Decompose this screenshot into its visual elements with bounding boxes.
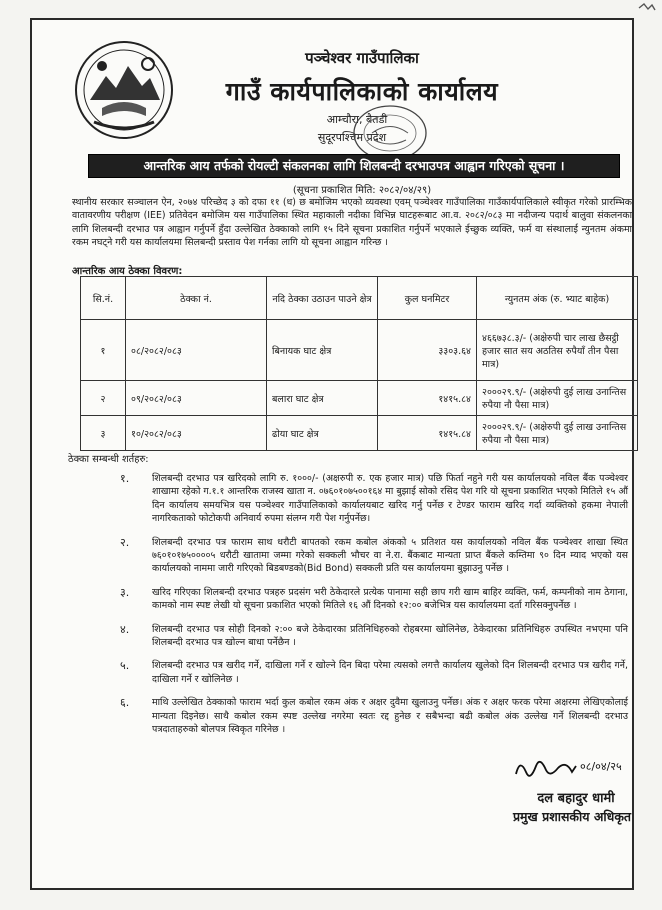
cell-volume: ३३०३.६४ [378,320,477,381]
cell-contract-no: १०/२०८२/०८३ [126,416,267,451]
col-contract-no: ठेक्का नं. [126,277,267,320]
cell-area: बिनायक घाट क्षेत्र [267,320,378,381]
cell-area: ढोया घाट क्षेत्र [267,416,378,451]
cell-contract-no: ०९/२०८२/०८३ [126,381,267,416]
notice-page [30,18,634,890]
term-number: ६. [120,696,130,710]
term-text: शिलबन्दी दरभाउ पत्र फाराम साथ धरौटी बापतको रकम कबोल अंकको ५ प्रतिशत यस कार्यालयको नविल बैंक पञ्चेश्वर शाखा स्थित ७६०१०१७५००००५ धरौटी खातामा जम्मा गरेको सक्कली भौचर वा ने.रा. बैंकबाट मान्यता प्राप्त बैंकले कम्तिमा ९० दिन म्याद भएको यस कार्यालयको नाममा जारी गरिएको बिडबण्डको(Bid Bond) सक्कली प्रति यस कार्यालयमा बुझाउनु पर्नेछ । [152,536,628,575]
col-serial: सि.नं. [81,277,126,320]
table-row [81,320,638,381]
cell-serial: २ [81,381,126,416]
municipality-name: पञ्चेश्वर गाउँपालिका [305,49,419,67]
cell-serial: ३ [81,416,126,451]
cell-volume: १४१५.८४ [378,416,477,451]
table-row [81,416,638,451]
col-area: नदि ठेक्का उठाउन पाउने क्षेत्र [267,277,378,320]
contract-table [80,276,638,451]
term-item [120,659,628,686]
term-item [120,472,628,526]
term-text: शिलबन्दी दरभाउ पत्र खरिदको लागि रु. १०००/- (अक्षरुपी रु. एक हजार मात्र) पछि फिर्ता नहुने गरी यस कार्यालयको नविल बैंक पञ्चेश्वर शाखामा रहेको ग.१.१ आन्तरिक राजस्व खाता न. ०७६०१०७५००१६४ मा बुझाई सोको रसिद पेश गरि यो सूचना प्रकाशित भएको मितिले १५ औं दिन कार्यालय समयभित्र यस पञ्चेश्वर गाउँपालिकाको कार्यालयबाट खरिद गर्नु पर्नेछ र टेण्डर फाराम खरिद गर्दा व्यक्तिको हकमा नेपाली नागरिकताको फोटोकपी अनिवार्य रुपमा संलग्न गरी पेश गर्नुपर्नेछ। [152,473,628,525]
table-row [81,381,638,416]
term-number: २. [120,535,130,549]
cell-volume: १४१५.८४ [378,381,477,416]
signatory-name: दल बहादुर धामी [537,791,615,806]
office-location: आम्चौरा, बैतडी [326,113,388,126]
cell-contract-no: ०८/२०८२/०८३ [126,320,267,381]
term-item [120,536,628,576]
table-title: आन्तरिक आय ठेक्का विवरण: [72,266,183,277]
term-number: ३. [120,585,130,599]
notice-banner: आन्तरिक आय तर्फको रोयल्टी संकलनका लागि शिलबन्दी दरभाउपत्र आह्वान गरिएको सूचना । [88,154,620,178]
signature-scribble-icon [510,752,630,788]
term-text: शिलबन्दी दरभाउ पत्र खरीद गर्ने, दाखिला गर्ने र खोल्ने दिन बिदा परेमा त्यसको लगत्तै कार्यालय खुलेको दिन शिलबन्दी दरभाउ पत्र खरीद गर्ने, दाखिला गर्ने र खोलिनेछ । [152,660,628,685]
term-text: शिलबन्दी दरभाउ पत्र सोही दिनको २:०० बजे ठेकेदारका प्रतिनिधिहरुको रोहबरमा खोलिनेछ, ठेकेदारका प्रतिनिधिहरु उपस्थित नभएमा पनि शिलबन्दी दरभाउ पत्र खोल्न बाधा पर्नेछैन । [152,623,628,649]
cell-min-amount: २०००२९.९/- (अक्षेरुपी दुई लाख उनान्तिस रुपैया नौ पैसा मात्र) [477,381,638,416]
term-item [120,623,628,650]
intro-paragraph: स्थानीय सरकार सञ्चालन ऐन, २०७४ परिच्छेद ३ को दफा ११ (ध) छ बमोजिम भएको व्यवस्था एवम् पञ्चेश्वर गाउँपालिका गाउँकार्यपालिकाले स्वीकृत गरेको प्रारम्भिक वातावरणीय परीक्षण (IEE) प्रतिवेदन बमोजिम यस गाउँपालिका स्थित महाकाली नदीका विभिन्न घाटहरूबाट आ.व. २०८२/०८३ मा नदीजन्य पदार्थ बालुवा संकलनका लागि शिलबन्दी दरभाउ पत्र आह्वान गर्नुपर्ने हुँदा उल्लेखित ठेक्काको लागि १५ दिने सूचना प्रकाशित गर्नुपर्ने भएकाले ईच्छुक व्यक्ति, फर्म वा संस्थालाई न्युनतम अंकमा रकम नघट्ने गरी यस कार्यालयमा सिलबन्दी प्रस्ताव पेश गर्नका लागि यो सूचना आह्वान गरिन्छ । [72,197,632,249]
province-name: सुदूरपश्चिम प्रदेश [317,131,387,144]
signature-date: ०८/०४/२५ [580,760,622,773]
cell-serial: १ [81,320,126,381]
scan-speck [638,2,656,12]
col-volume: कुल घनमिटर [378,277,477,320]
term-item [120,586,628,613]
cell-min-amount: ४६६७३८.३/- (अक्षेरुपी चार लाख छैसट्ठी हजार सात सय अठतिस रुपैयाँ तीन पैसा मात्र) [477,320,638,381]
terms-list [120,472,628,747]
terms-title: ठेक्का सम्बन्धी शर्तहरु: [68,454,149,465]
cell-area: बलारा घाट क्षेत्र [267,381,378,416]
term-number: ५. [120,659,130,673]
term-text: माथि उल्लेखित ठेक्काको फाराम भर्दा कुल कबोल रकम अंक र अक्षर दुवैमा खुलाउनु पर्नेछ। अंक र अक्षर फरक परेमा अक्षरमा लेखिएकोलाई मान्यता दिइनेछ। साथै कबोल रकम स्पष्ट उल्लेख नगरेमा स्वतः रद्द हुनेछ र सबैभन्दा बढी कबोल अंक उल्लेख गर्ने शिलबन्दी दरभाउ पत्रदाताहरुको बोलपत्र स्विकृत गरिनेछ । [152,697,628,736]
nepal-emblem-icon [72,38,176,142]
term-text: खरिद गरिएका शिलबन्दी दरभाउ पत्रहरु प्रदसंग भरी ठेकेदारले प्रत्येक पानामा सही छाप गरी खाम बाहिर व्यक्ति, फर्म, कम्पनीको नाम ठेगाना, कामको नाम स्पष्ट लेखी यो सूचना प्रकाशित भएको मितिले १६ औं दिनको १२:०० बजेभित्र यस कार्यालयमा दर्ता गरिसक्नुपर्नेछ । [152,586,628,612]
term-number: ४. [120,622,130,636]
term-item [120,696,628,736]
publication-date: (सूचना प्रकाशित मिति: २०८२/०४/२९) [292,185,432,196]
term-number: १. [120,472,130,485]
table-header-row [81,277,638,320]
signatory-title: प्रमुख प्रशासकीय अधिकृत [512,809,632,824]
office-name: गाउँ कार्यपालिकाको कार्यालय [225,77,499,106]
cell-min-amount: २०००२९.९/- (अक्षेरुपी दुई लाख उनान्तिस रुपैया नौ पैसा मात्र) [477,416,638,451]
col-min-amount: न्युनतम अंक (रु. भ्याट बाहेक) [477,277,638,320]
